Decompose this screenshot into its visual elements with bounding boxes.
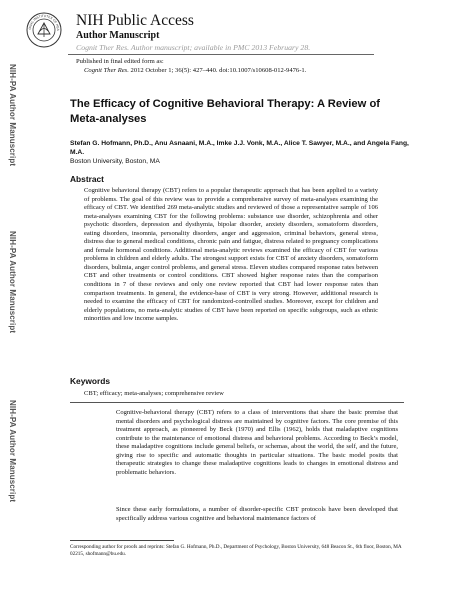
side-label: NIH-PA Author Manuscript [8, 400, 17, 503]
citation-details: 2012 October 1; 36(5): 427–440. doi:10.1007/s10608-012-9476-1. [130, 67, 307, 74]
abstract-heading: Abstract [70, 174, 104, 184]
nih-public-access-title: NIH Public Access [76, 12, 194, 29]
keywords-heading: Keywords [70, 376, 111, 386]
author-list: Stefan G. Hofmann, Ph.D., Anu Asnaani, M.A., Imke J.J. Vonk, M.A., Alice T. Sawyer, M.A., and Angela Fang, M.A. [70, 140, 409, 157]
article-title: The Efficacy of Cognitive Behavioral Therapy: A Review of Meta-analyses [70, 98, 381, 125]
svg-text:NATIONAL INSTITUTES OF HEALTH: ONAL INSTITUTES OF HEA [27, 13, 61, 31]
side-label: NIH-PA Author Manuscript [8, 231, 17, 334]
abstract-text: Cognitive behavioral therapy (CBT) refers to a popular therapeutic approach that has been applied to a variety of problems. The goal of this review was to provide a comprehensive survey of meta-analyses examining the efficacy of CBT. We identified 269 meta-analytic studies and reviewed of those a representative sample of 106 meta-analyses examining CBT for the following problems: substance use disorder, schizophrenia and other psychotic disorders, depression and dysthymia, bipolar disorder, anxiety disorders, somatoform disorders, eating disorders, insomnia, personality disorders, anger and aggression, criminal behaviors, general stress, distress due to general medical conditions, chronic pain and fatigue, distress related to pregnancy complications and female hormonal conditions. Additional meta-analytic reviews examined the efficacy of CBT for various problems in children and elderly adults. The strongest support exists for CBT of anxiety disorders, somatoform disorders, bulimia, anger control problems, and general stress. Eleven studies compared response rates between CBT and other treatments or control conditions. CBT showed higher response rates than the comparison conditions in 7 of these reviews and only one review reported that CBT had lower response rates than comparison treatments. In general, the evidence-base of CBT is very strong. However, additional research is needed to examine the efficacy of CBT for randomized-controlled studies. Moreover, except for children and elderly populations, no meta-analytic studies of CBT have been reported on specific subgroups, such as ethnic minorities and low income samples. [84, 187, 378, 323]
nih-logo [26, 12, 62, 48]
citation-journal: Cognit Ther Res. [84, 67, 129, 74]
body-paragraph: Since these early formulations, a number of disorder-specific CBT protocols have been developed that specifically address various cognitive and behavioral maintenance factors of [116, 506, 398, 522]
author-manuscript-label: Author Manuscript [76, 30, 160, 41]
keywords-divider [70, 402, 404, 403]
citation [84, 66, 306, 75]
affiliation: Boston University, Boston, MA [70, 158, 160, 165]
manuscript-availability-note: Cognit Ther Res. Author manuscript; available in PMC 2013 February 28. [76, 43, 311, 52]
body-paragraph: Cognitive-behavioral therapy (CBT) refers to a class of interventions that share the basic premise that mental disorders and psychological distress are maintained by cognitive factors. The core premise of this treatment approach, as pioneered by Beck (1970) and Ellis (1962), holds that maladaptive cognitions contribute to the maintenance of emotional distress and behavioral problems. According to Beck’s model, these maladaptive cognitions include general beliefs, or schemas, about the world, the self, and the future, giving rise to specific and automatic thoughts in particular situations. The basic model posits that therapeutic strategies to change these maladaptive cognitions leads to changes in emotional distress and problematic behaviors. [116, 409, 398, 476]
header-divider [68, 54, 374, 55]
corresponding-author-footnote: Corresponding author for proofs and reprints: Stefan G. Hofmann, Ph.D., Department of Psychology, Boston University, 648 Beacon St., 6th floor, Boston, MA 02215, shofmann@bu.edu. [70, 544, 402, 558]
keywords-text: CBT; efficacy; meta-analyses; comprehensive review [84, 390, 224, 397]
published-label: Published in final edited form as: [76, 58, 164, 65]
footnote-divider [70, 540, 174, 541]
side-label: NIH-PA Author Manuscript [8, 64, 17, 167]
